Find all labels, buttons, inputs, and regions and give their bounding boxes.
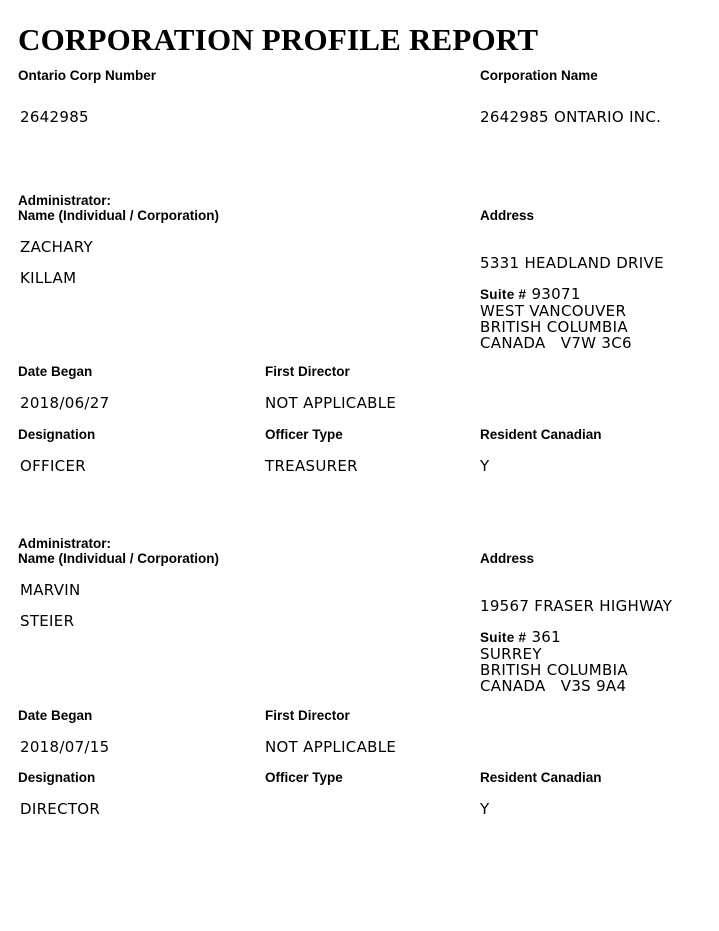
officer-type-label: Officer Type xyxy=(265,770,343,785)
designation-label: Designation xyxy=(18,770,96,785)
first-director-label: First Director xyxy=(265,364,350,379)
corp-name-value: 2642985 ONTARIO INC. xyxy=(480,108,662,126)
resident-canadian-label: Resident Canadian xyxy=(480,770,602,785)
suite-label: Suite # xyxy=(480,630,527,645)
designation-value: DIRECTOR xyxy=(20,800,101,818)
address-block xyxy=(480,255,664,351)
admin-last-name: KILLAM xyxy=(20,269,77,287)
administrator-label: Administrator: xyxy=(18,536,112,551)
admin-last-name: STEIER xyxy=(20,612,75,630)
date-began-label: Date Began xyxy=(18,708,93,723)
name-heading: Name (Individual / Corporation) xyxy=(18,208,220,223)
address-suite-line xyxy=(480,286,664,303)
date-began-value: 2018/06/27 xyxy=(20,394,110,412)
address-city: WEST VANCOUVER xyxy=(480,302,627,320)
address-province: BRITISH COLUMBIA xyxy=(480,318,628,336)
admin-first-name: ZACHARY xyxy=(20,238,94,256)
address-city: SURREY xyxy=(480,645,542,663)
designation-value: OFFICER xyxy=(20,457,86,475)
officer-type-value: TREASURER xyxy=(265,457,358,475)
address-block xyxy=(480,598,672,694)
corp-number-value: 2642985 xyxy=(20,108,89,126)
date-began-value: 2018/07/15 xyxy=(20,738,110,756)
first-director-label: First Director xyxy=(265,708,350,723)
resident-canadian-value: Y xyxy=(480,457,490,475)
suite-number: 93071 xyxy=(531,285,581,303)
administrator-label: Administrator: xyxy=(18,193,112,208)
report-title: CORPORATION PROFILE REPORT xyxy=(18,22,539,57)
first-director-value: NOT APPLICABLE xyxy=(265,738,397,756)
address-street: 5331 HEADLAND DRIVE xyxy=(480,254,664,272)
address-label: Address xyxy=(480,551,535,566)
officer-type-label: Officer Type xyxy=(265,427,343,442)
address-label: Address xyxy=(480,208,535,223)
date-began-label: Date Began xyxy=(18,364,93,379)
first-director-value: NOT APPLICABLE xyxy=(265,394,397,412)
admin-first-name: MARVIN xyxy=(20,581,81,599)
address-province: BRITISH COLUMBIA xyxy=(480,661,628,679)
address-suite-line xyxy=(480,629,672,646)
address-street: 19567 FRASER HIGHWAY xyxy=(480,597,673,615)
resident-canadian-label: Resident Canadian xyxy=(480,427,602,442)
resident-canadian-value: Y xyxy=(480,800,490,818)
address-country-postal: CANADA V3S 9A4 xyxy=(480,677,627,695)
suite-label: Suite # xyxy=(480,287,527,302)
corp-name-label: Corporation Name xyxy=(480,68,598,83)
corp-number-label: Ontario Corp Number xyxy=(18,68,157,83)
designation-label: Designation xyxy=(18,427,96,442)
name-heading: Name (Individual / Corporation) xyxy=(18,551,220,566)
address-country-postal: CANADA V7W 3C6 xyxy=(480,334,632,352)
suite-number: 361 xyxy=(531,628,561,646)
